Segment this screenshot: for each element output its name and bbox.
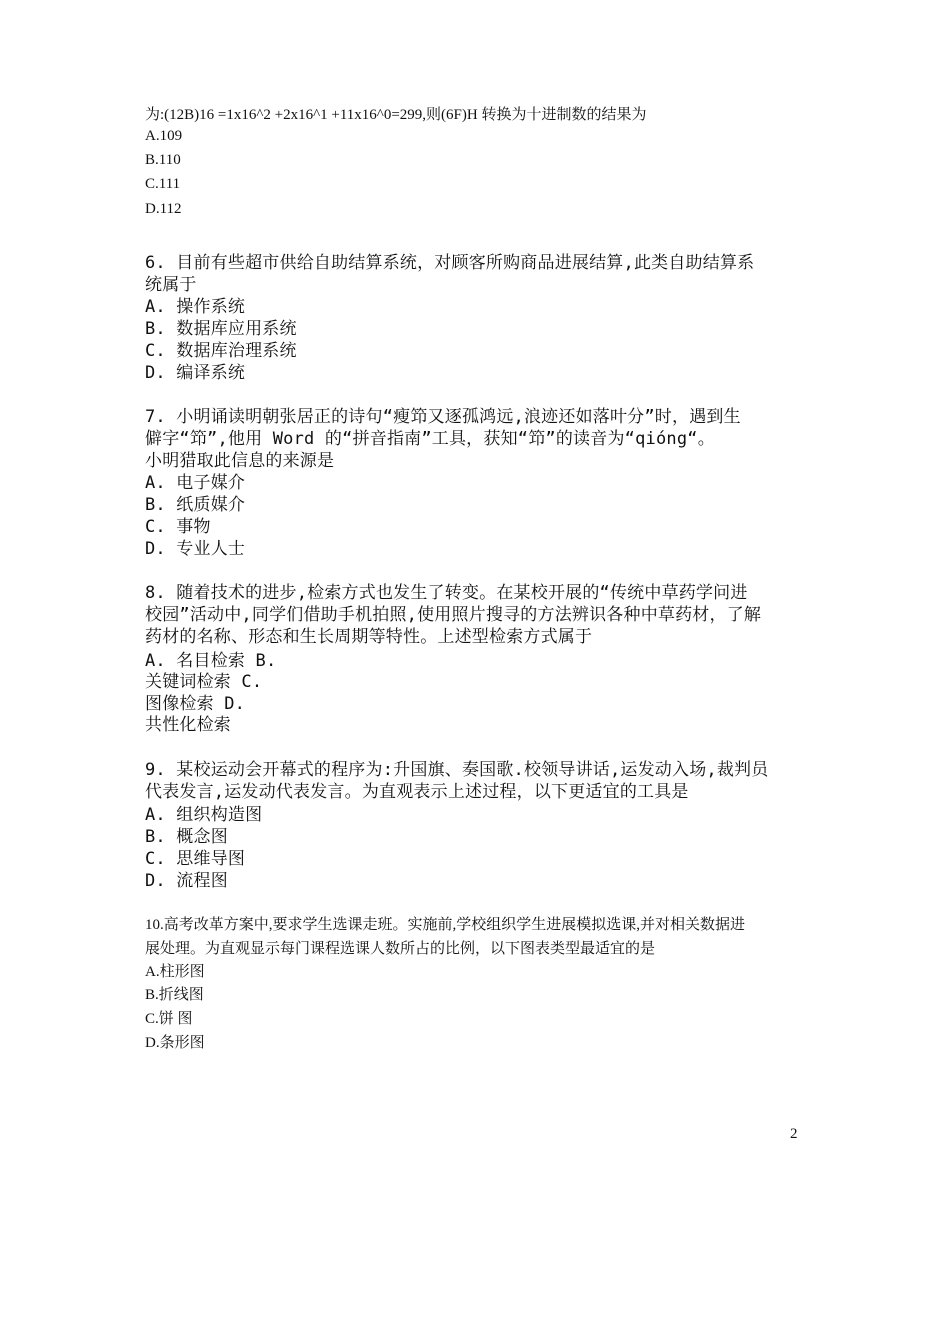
q7-stem-line-3: 小明猎取此信息的来源是 xyxy=(145,451,335,471)
q5-stem: 为:(12B)16 =1x16^2 +2x16^1 +11x16^0=299,则(6F)H 转换为十进制数的结果为 xyxy=(145,107,647,123)
q7-stem-line-1: 7. 小明诵读明朝张居正的诗句“瘦笻又逐孤鸿远,浪迹还如落叶分”时，遇到生 xyxy=(145,407,741,427)
q9-stem-line-2: 代表发言,运发动代表发言。为直观表示上述过程，以下更适宜的工具是 xyxy=(145,782,689,802)
q6-option-d: D. 编译系统 xyxy=(145,363,246,383)
q10-option-c: C.饼 图 xyxy=(145,1011,193,1027)
q5-option-c: C.111 xyxy=(145,176,181,192)
q8-stem-line-1: 8. 随着技术的进步,检索方式也发生了转变。在某校开展的“传统中草药学问进 xyxy=(145,583,748,603)
q7-option-a: A. 电子媒介 xyxy=(145,473,246,493)
q9-option-b: B. 概念图 xyxy=(145,827,228,847)
q10-option-d: D.条形图 xyxy=(145,1035,205,1051)
q6-option-b: B. 数据库应用系统 xyxy=(145,319,297,339)
q9-option-d: D. 流程图 xyxy=(145,871,228,891)
q8-stem-line-3: 药材的名称、形态和生长周期等特性。上述型检索方式属于 xyxy=(145,627,593,647)
q10-option-a: A.柱形图 xyxy=(145,964,205,980)
q8-option-line-4: 共性化检索 xyxy=(145,715,231,735)
q8-stem-line-2: 校园”活动中,同学们借助手机拍照,使用照片搜寻的方法辨识各种中草药材，了解 xyxy=(145,605,762,625)
q10-stem-line-2: 展处理。为直观显示每门课程选课人数所占的比例，以下图表类型最适宜的是 xyxy=(145,941,656,957)
q7-option-b: B. 纸质媒介 xyxy=(145,495,246,515)
q8-option-line-3: 图像检索 D. xyxy=(145,694,246,714)
q5-option-b: B.110 xyxy=(145,152,181,168)
q5-option-a: A.109 xyxy=(145,128,183,144)
q6-option-a: A. 操作系统 xyxy=(145,297,246,317)
q6-option-c: C. 数据库治理系统 xyxy=(145,341,297,361)
q10-stem-line-1: 10.高考改革方案中,要求学生选课走班。实施前,学校组织学生进展模拟选课,并对相关数据进 xyxy=(145,917,746,933)
q7-stem-line-2: 僻字“笻”,他用 Word 的“拼音指南”工具，获知“笻”的读音为“qióng“。 xyxy=(145,429,715,449)
q9-stem-line-1: 9. 某校运动会开幕式的程序为:升国旗、奏国歌.校领导讲话,运发动入场,裁判员 xyxy=(145,760,769,780)
q7-option-c: C. 事物 xyxy=(145,517,211,537)
q8-option-line-2: 关键词检索 C. xyxy=(145,672,263,692)
q10-option-b: B.折线图 xyxy=(145,987,204,1003)
q8-option-line-1: A. 名目检索 B. xyxy=(145,651,277,671)
q9-option-c: C. 思维导图 xyxy=(145,849,246,869)
q5-option-d: D.112 xyxy=(145,201,182,217)
q7-option-d: D. 专业人士 xyxy=(145,539,246,559)
q6-stem-line-1: 6. 目前有些超市供给自助结算系统，对顾客所购商品进展结算,此类自助结算系 xyxy=(145,253,755,273)
q9-option-a: A. 组织构造图 xyxy=(145,805,263,825)
page-number: 2 xyxy=(790,1126,798,1142)
q6-stem-line-2: 统属于 xyxy=(145,275,197,295)
